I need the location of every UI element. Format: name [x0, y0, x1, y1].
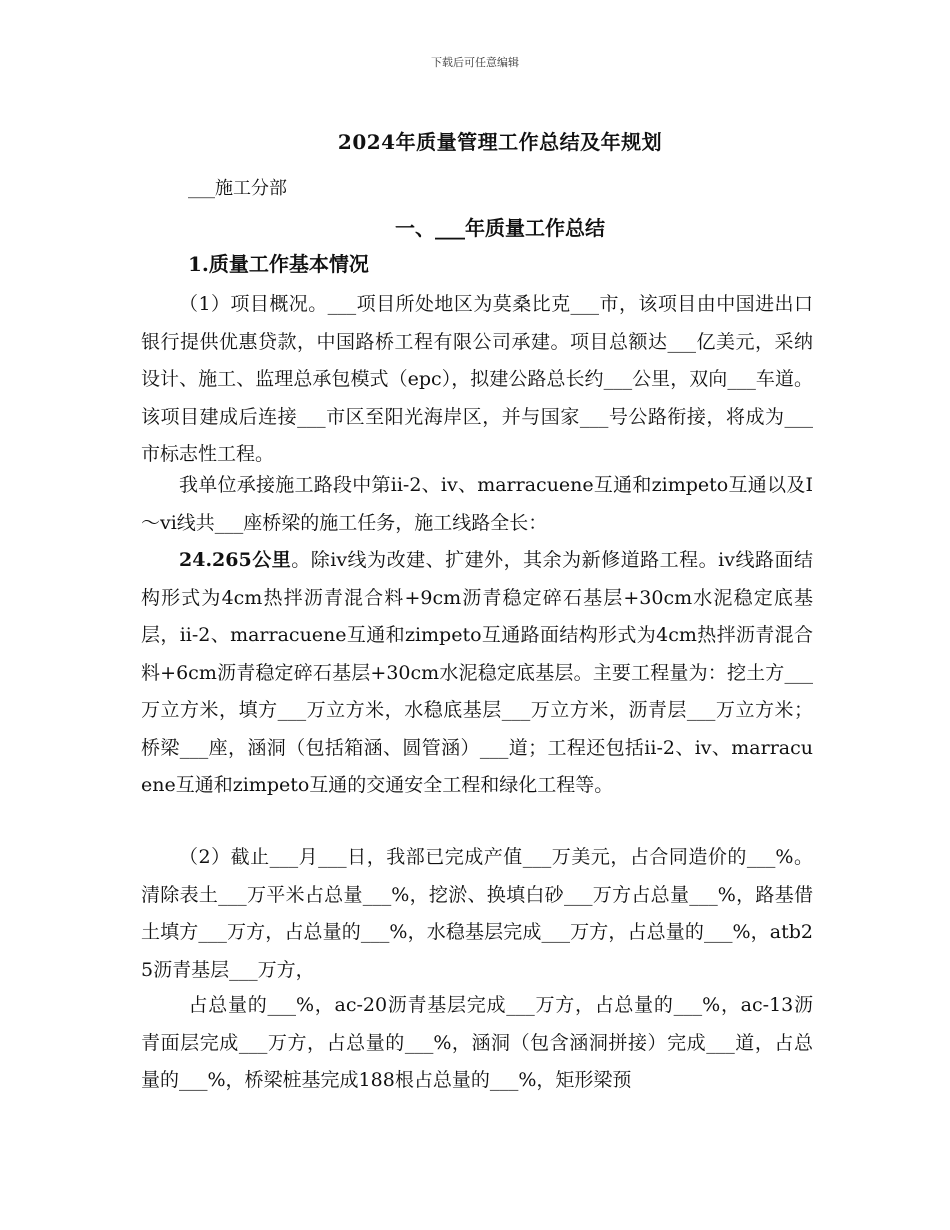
paragraph-progress-continued: 占总量的___%，ac-20沥青基层完成___万方，占总量的___%，ac-13沥青面层完成___万方，占总量的___%，涵洞（包含涵洞拼接）完成___道，占总量的___%，桥梁桩基完成188根占总量的___%，矩形梁预 — [141, 994, 813, 1091]
unit-line: ___施工分部 — [188, 178, 287, 199]
paragraph-scope: 我单位承接施工路段中第ii-2、iv、marracuene互通和zimpeto互通以及Ⅰ～vi线共___座桥梁的施工任务，施工线路全长： — [141, 474, 813, 534]
paragraph-structure — [141, 542, 813, 805]
section-heading: 一、___年质量工作总结 — [395, 216, 605, 240]
route-length: 24.265公里 — [179, 549, 292, 571]
paragraph-structure-text: 。除iv线为改建、扩建外，其余为新修道路工程。iv线路面结构形式为4cm热拌沥青混合料+9cm沥青稳定碎石基层+30cm水泥稳定底基层，ii-2、marracuene互通和zimpeto互通路面结构形式为4cm热拌沥青混合料+6cm沥青稳定碎石基层+30cm水泥稳定底基层。主要工程量为：挖土方___万立方米，填方___万立方米，水稳底基层___万立方米，沥青层___万立方米；桥梁___座，涵洞（包括箱涵、圆管涵）___道；工程还包括ii-2、iv、marracuene互通和zimpeto互通的交通安全工程和绿化工程等。 — [141, 549, 813, 796]
document-title: 2024年质量管理工作总结及年规划 — [337, 130, 663, 154]
sub-heading: 1.质量工作基本情况 — [188, 252, 369, 276]
header-note: 下载后可任意编辑 — [431, 56, 519, 69]
paragraph-project-overview: （1）项目概况。___项目所处地区为莫桑比克___市，该项目由中国进出口银行提供优惠贷款，中国路桥工程有限公司承建。项目总额达___亿美元，采纳设计、施工、监理总承包模式（epc），拟建公路总长约___公里，双向___车道。该项目建成后连接___市区至阳光海岸区，并与国家___号公路衔接，将成为___市标志性工程。 — [141, 293, 813, 465]
paragraph-progress: （2）截止___月___日，我部已完成产值___万美元，占合同造价的___%。清除表土___万平米占总量___%，挖淤、换填白砂___万方占总量___%，路基借土填方___万方，占总量的___%，水稳基层完成___万方，占总量的___%，atb25沥青基层___万方， — [141, 846, 813, 981]
